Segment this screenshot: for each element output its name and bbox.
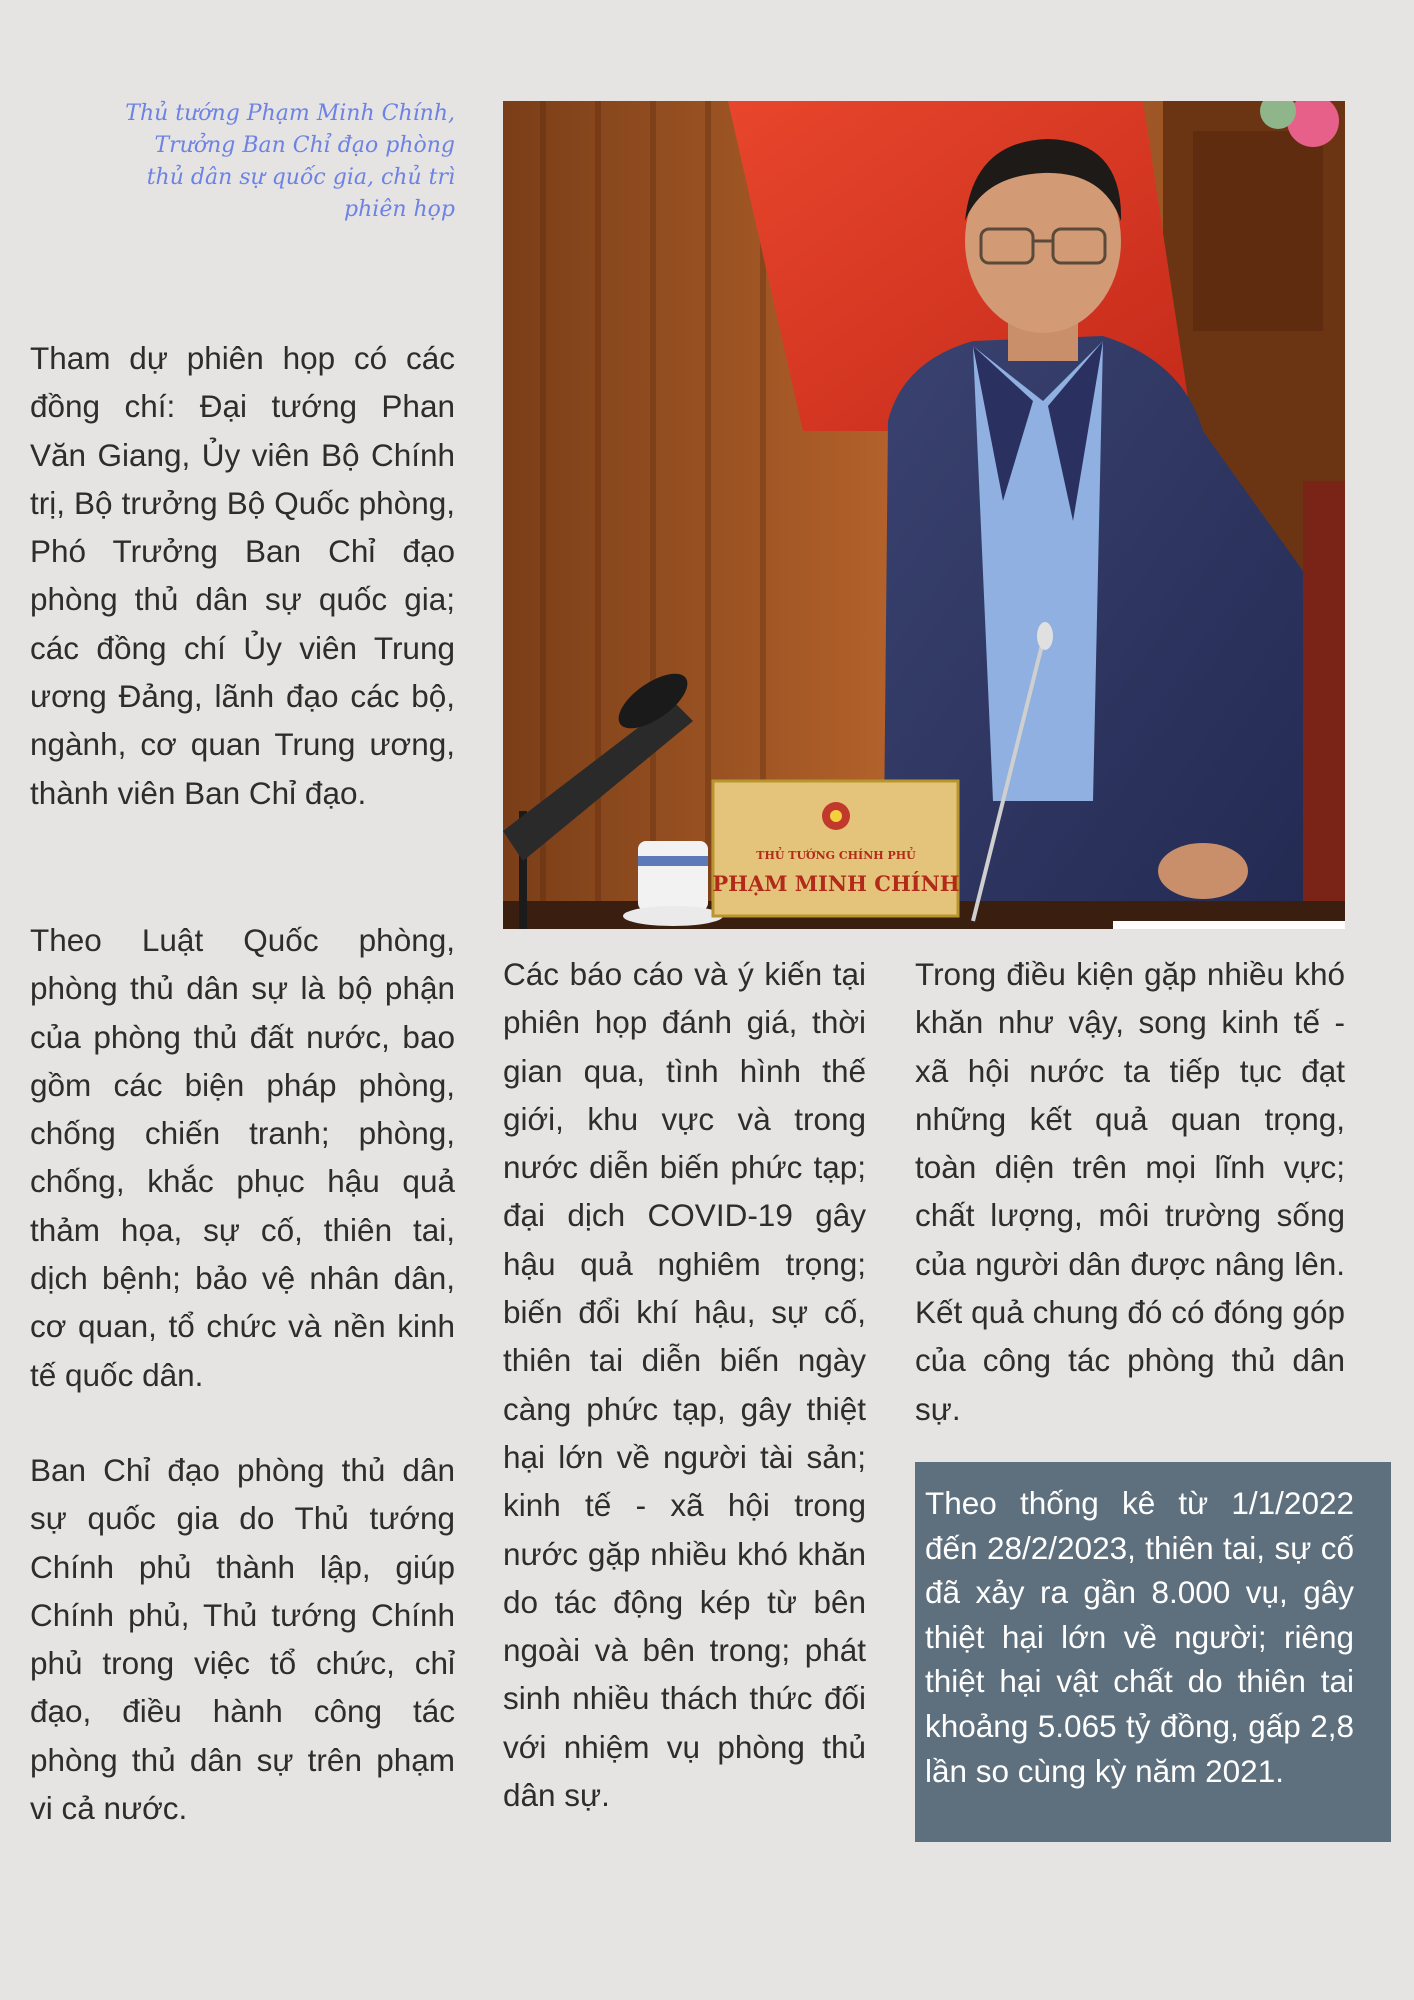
- paragraph-law: Theo Luật Quốc phòng, phòng thủ dân sự là bộ phận của phòng thủ đất nước, bao gồm các biện pháp phòng, chống chiến tranh; phòng, chống, khắc phục hậu quả thảm họa, sự cố, thiên tai, dịch bệnh; bảo vệ nhân dân, cơ quan, tổ chức và nền kinh tế quốc dân.: [30, 922, 455, 1393]
- paragraph-attendees: Tham dự phiên họp có các đồng chí: Đại tướng Phan Văn Giang, Ủy viên Bộ Chính trị, Bộ trưởng Bộ Quốc phòng, Phó Trưởng Ban Chỉ đạo phòng thủ dân sự quốc gia; các đồng chí Ủy viên Trung ương Đảng, lãnh đạo các bộ, ngành, cơ quan Trung ương, thành viên Ban Chỉ đạo.: [30, 340, 455, 811]
- nameplate-name: PHẠM MINH CHÍNH: [712, 871, 960, 896]
- photo-caption: Thủ tướng Phạm Minh Chính, Trưởng Ban Chỉ đạo phòng thủ dân sự quốc gia, chủ trì phiên họp: [125, 101, 455, 222]
- prime-minister-photo: [503, 101, 1345, 929]
- paragraph-results: Trong điều kiện gặp nhiều khó khăn như vậy, song kinh tế - xã hội nước ta tiếp tục đạt những kết quả quan trọng, toàn diện trên mọi lĩnh vực; chất lượng, môi trường sống của người dân được nâng lên. Kết quả chung đó có đóng góp của công tác phòng thủ dân sự.: [915, 956, 1345, 1427]
- nameplate-title: THỦ TƯỚNG CHÍNH PHỦ: [756, 849, 916, 862]
- paragraph-reports: Các báo cáo và ý kiến tại phiên họp đánh giá, thời gian qua, tình hình thế giới, khu vực và trong nước diễn biến phức tạp; đại dịch COVID-19 gây hậu quả nghiêm trọng; biến đổi khí hậu, sự cố, thiên tai diễn biến ngày càng phức tạp, gây thiệt hại lớn về người tài sản; kinh tế - xã hội trong nước gặp nhiều khó khăn do tác động kép từ bên ngoài và bên trong; phát sinh nhiều thách thức đối với nhiệm vụ phòng thủ dân sự.: [503, 956, 866, 1814]
- paragraph-committee: Ban Chỉ đạo phòng thủ dân sự quốc gia do Thủ tướng Chính phủ thành lập, giúp Chính phủ, Thủ tướng Chính phủ trong việc tổ chức, chỉ đạo, điều hành công tác phòng thủ dân sự trên phạm vi cả nước.: [30, 1452, 455, 1827]
- highlight-text: Theo thống kê từ 1/1/2022 đến 28/2/2023, thiên tai, sự cố đã xảy ra gần 8.000 vụ, gây thiệt hại lớn về người; riêng thiệt hại vật chất do thiên tai khoảng 5.065 tỷ đồng, gấp 2,8 lần so cùng kỳ năm 2021.: [925, 1485, 1354, 1789]
- highlight-box: [915, 1462, 1391, 1842]
